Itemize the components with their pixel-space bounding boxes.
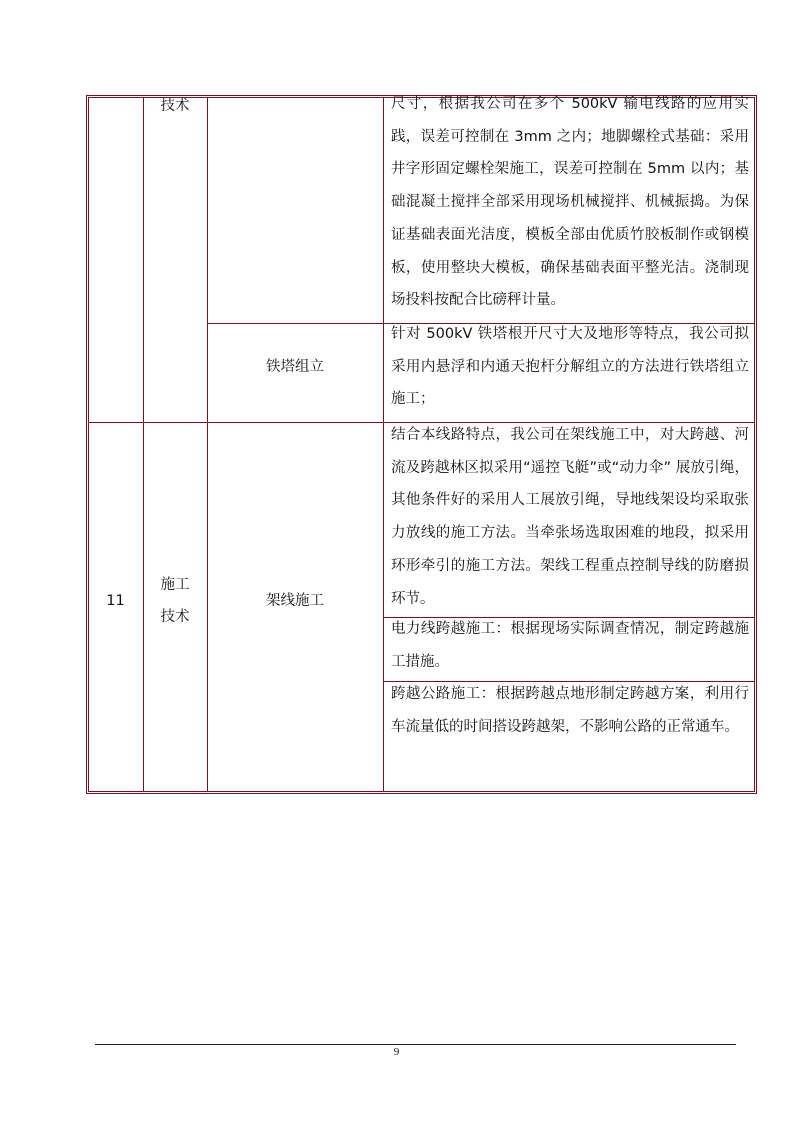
page-number: 9 bbox=[393, 1046, 400, 1058]
tower-text: 针对 500kV 铁塔根开尺寸大及地形等特点，我公司拟采用内悬浮和内通天抱杆分解组立的方法进行铁塔组立施工； bbox=[391, 326, 749, 408]
stringing-item-label: 架线施工 bbox=[266, 593, 324, 609]
col-line-3 bbox=[383, 97, 384, 792]
category-cell-line1: 施工 bbox=[160, 577, 190, 593]
footer-rule bbox=[95, 1044, 736, 1045]
power-line-crossing-text: 电力线跨越施工：根据现场实际调查情况，制定跨越施工措施。 bbox=[391, 621, 749, 670]
foundation-text: 尺寸，根据我公司在多个 500kV 输电线路的应用实践，误差可控制在 3mm 之内；地脚螺栓式基础：采用井字形固定螺栓架施工，误差可控制在 5mm 以内；基础混凝土搅拌全部采用现场机械搅拌、机械振捣。为保证基础表面光洁度，模板全部由优质竹胶板制作或钢模板，使用整块大模板，确保基础表面平整光洁。浇制现场投料按配合比磅秤计量。 bbox=[391, 96, 749, 309]
category-cell-line2: 技术 bbox=[160, 609, 190, 625]
col-line-2 bbox=[207, 97, 208, 792]
col-line-1 bbox=[143, 97, 144, 792]
tower-item-label: 铁塔组立 bbox=[266, 359, 324, 375]
row-number: 11 bbox=[106, 593, 125, 609]
category-cell-continued: 技术 bbox=[160, 98, 190, 114]
road-crossing-text: 跨越公路施工：根据跨越点地形制定跨越方案，利用行车流量低的时间搭设跨越架，不影响公路的正常通车。 bbox=[391, 686, 749, 735]
stringing-text: 结合本线路特点，我公司在架线施工中，对大跨越、河流及跨越林区拟采用“遥控飞艇”或“动力伞” 展放引绳，其他条件好的采用人工展放引绳，导地线架设均采取张力放线的施工方法。当牵张场选取困难的地段，拟采用环形牵引的施工方法。架线工程重点控制导线的防磨损环节。 bbox=[391, 427, 749, 607]
